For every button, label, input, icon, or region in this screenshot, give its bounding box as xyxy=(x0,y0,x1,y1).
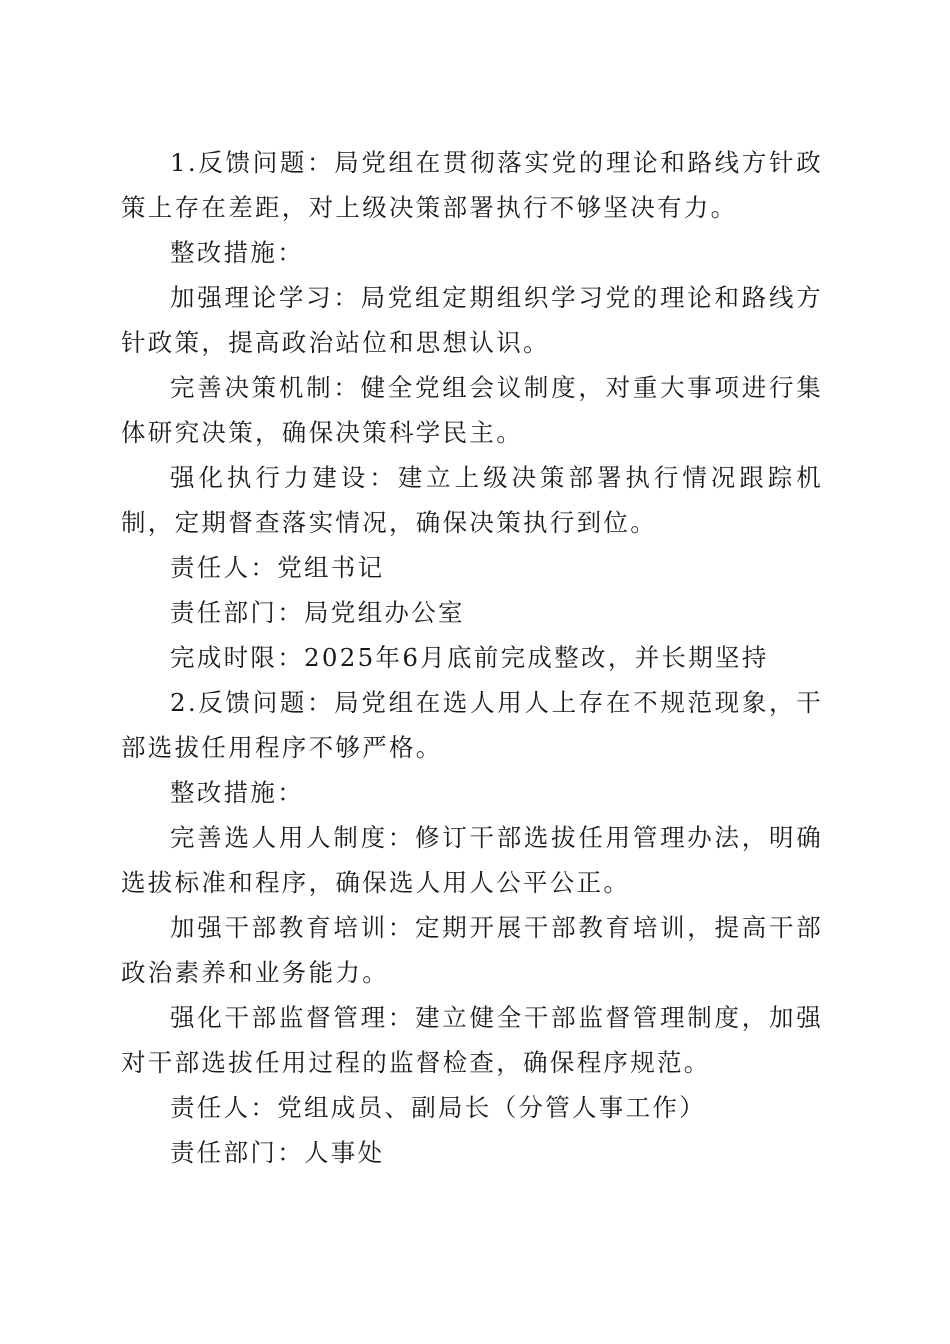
responsible-department-1: 责任部门：局党组办公室 xyxy=(170,598,465,627)
measure-1-3: 强化执行力建设：建立上级决策部署执行情况跟踪机制，定期督查落实情况，确保决策执行到位。 xyxy=(121,463,823,537)
responsible-person-2: 责任人：党组成员、副局长（分管人事工作） xyxy=(170,1093,706,1122)
problem-1-paragraph: 1.反馈问题：局党组在贯彻落实党的理论和路线方针政策上存在差距，对上级决策部署执行不够坚决有力。 xyxy=(121,148,823,222)
measure-1-2: 完善决策机制：健全党组会议制度，对重大事项进行集体研究决策，确保决策科学民主。 xyxy=(121,373,823,447)
measure-1-1: 加强理论学习：局党组定期组织学习党的理论和路线方针政策，提高政治站位和思想认识。 xyxy=(121,283,823,357)
measure-2-2: 加强干部教育培训：定期开展干部教育培训，提高干部政治素养和业务能力。 xyxy=(121,913,823,987)
measures-heading-1: 整改措施： xyxy=(170,238,304,267)
problem-2-paragraph: 2.反馈问题：局党组在选人用人上存在不规范现象，干部选拔任用程序不够严格。 xyxy=(121,688,823,762)
deadline-1: 完成时限：2025年6月底前完成整改，并长期坚持 xyxy=(170,643,769,672)
document-body xyxy=(121,140,823,1175)
measures-heading-2: 整改措施： xyxy=(170,778,304,807)
measure-2-1: 完善选人用人制度：修订干部选拔任用管理办法，明确选拔标准和程序，确保选人用人公平公正。 xyxy=(121,823,823,897)
responsible-department-2: 责任部门：人事处 xyxy=(170,1138,385,1167)
measure-2-3: 强化干部监督管理：建立健全干部监督管理制度，加强对干部选拔任用过程的监督检查，确保程序规范。 xyxy=(121,1003,823,1077)
responsible-person-1: 责任人：党组书记 xyxy=(170,553,385,582)
